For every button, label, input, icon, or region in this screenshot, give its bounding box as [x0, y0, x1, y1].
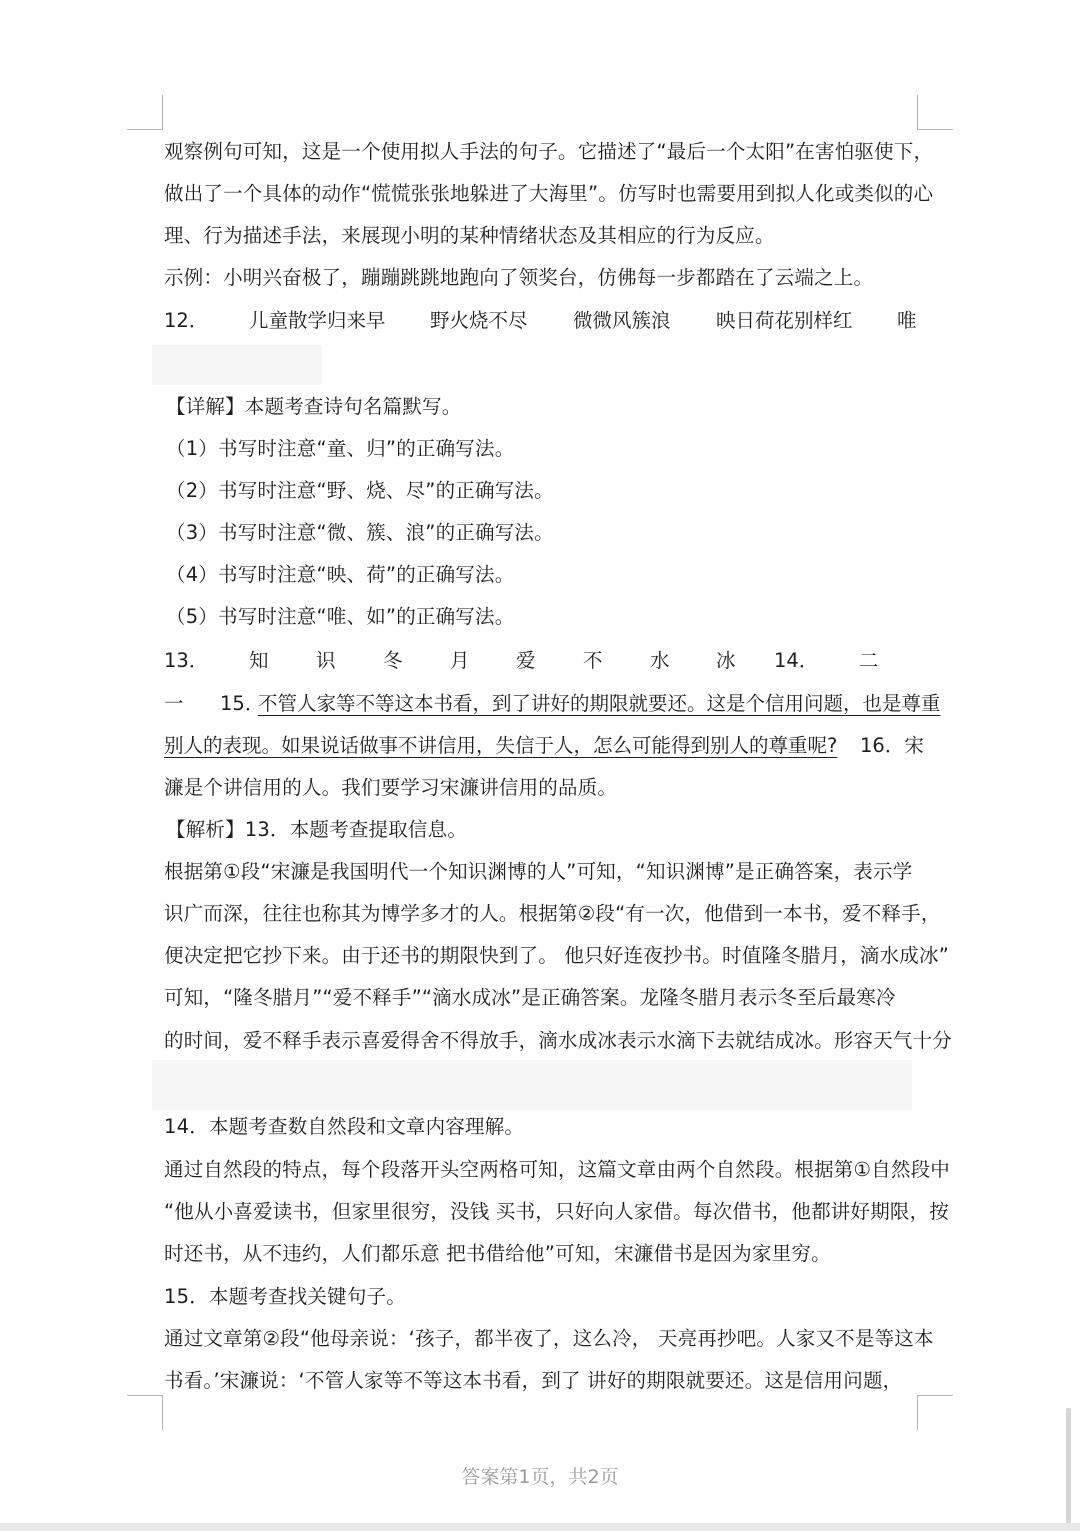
bottom-edge	[0, 1523, 1080, 1531]
text-line: 濂是个讲信用的人。我们要学习宋濂讲信用的品质。	[164, 776, 618, 799]
text-line: 做出了一个具体的动作“慌慌张张地躲进了大海里”。仿写时也需要用到拟人化或类似的心	[164, 182, 934, 205]
question-number: 14．	[774, 649, 819, 672]
scrollbar-thumb[interactable]	[1066, 1408, 1071, 1531]
question-number: 12．	[164, 309, 209, 332]
list-item: （4）书写时注意“映、荷”的正确写法。	[166, 563, 515, 586]
corner-mark-bottom-left-v	[162, 1395, 163, 1430]
text-line: 识广而深，往往也称其为博学多才的人。根据第②段“有一次，他借到一本书，爱不释手，	[164, 902, 941, 925]
list-item: （1）书写时注意“童、归”的正确写法。	[166, 437, 515, 460]
answer-item: 儿童散学归来早	[249, 309, 386, 332]
text-line: 通过文章第②段“他母亲说：‘孩子，都半夜了，这么冷， 天亮再抄吧。人家又不是等这本	[164, 1327, 934, 1350]
corner-mark-top-left-v	[162, 95, 163, 130]
list-item: （5）书写时注意“唯、如”的正确写法。	[166, 605, 515, 628]
answer-char: 爱	[516, 649, 536, 672]
answer-char: 识	[316, 649, 336, 672]
answer-item: 微微风簇浪	[573, 309, 671, 332]
answer-char: 水	[650, 649, 670, 672]
scan-smudge	[152, 345, 322, 385]
section-heading: 【解析】13．本题考查提取信息。	[166, 818, 468, 841]
answer-char: 一	[164, 692, 184, 715]
section-heading: 【详解】本题考查诗句名篇默写。	[166, 395, 462, 418]
section-heading: 14．本题考查数自然段和文章内容理解。	[164, 1115, 525, 1138]
text-line: 通过自然段的特点，每个段落开头空两格可知，这篇文章由两个自然段。根据第①自然段中	[164, 1158, 950, 1181]
corner-mark-bottom-right-v	[917, 1395, 918, 1430]
text-line: 书看。’宋濂说：‘不管人家等不等这本书看，到了 讲好的期限就要还。这是信用问题，	[164, 1369, 903, 1392]
answer-char: 知	[249, 649, 269, 672]
answer-char: 不	[583, 649, 603, 672]
corner-mark-top-right-h	[917, 129, 953, 130]
list-item: （2）书写时注意“野、烧、尽”的正确写法。	[166, 479, 554, 502]
corner-mark-bottom-left-h	[127, 1395, 163, 1396]
corner-mark-top-right-v	[917, 95, 918, 130]
list-item: （3）书写时注意“微、簇、浪”的正确写法。	[166, 521, 554, 544]
page-footer: 答案第1页，共2页	[461, 1466, 619, 1488]
scan-smudge	[152, 1060, 912, 1110]
text-line: 示例：小明兴奋极了，蹦蹦跳跳地跑向了领奖台，仿佛每一步都踏在了云端之上。	[164, 266, 874, 289]
answer-item: 野火烧不尽	[430, 309, 528, 332]
text-line: 可知，“隆冬腊月”“爱不释手”“滴水成冰”是正确答案。龙隆冬腊月表示冬至后最寒冷	[164, 986, 896, 1009]
question-number: 13．	[164, 649, 209, 672]
answer-item: 映日荷花别样红	[716, 309, 853, 332]
text-line: “他从小喜爱读书，但家里很穷，没钱 买书，只好向人家借。每次借书，他都讲好期限，按	[164, 1200, 950, 1223]
corner-mark-bottom-right-h	[917, 1395, 953, 1396]
question-number: 15．	[220, 692, 265, 715]
answer-char: 冬	[383, 649, 403, 672]
answer-char: 月	[450, 649, 470, 672]
underlined-answer: 不管人家等不等这本书看，到了讲好的期限就要还。这是个信用问题，也是尊重	[258, 692, 941, 715]
corner-mark-top-left-h	[127, 129, 163, 130]
text-line: 的时间，爱不释手表示喜爱得舍不得放手，滴水成冰表示水滴下去就结成冰。形容天气十分	[164, 1029, 953, 1052]
text-line: 时还书，从不违约，人们都乐意 把书借给他”可知，宋濂借书是因为家里穷。	[164, 1242, 831, 1265]
text-line: 理、行为描述手法，来展现小明的某种情绪状态及其相应的行为反应。	[164, 224, 775, 247]
answer-item: 唯	[897, 309, 917, 332]
section-heading: 15．本题考查找关键句子。	[164, 1285, 406, 1308]
text-line: 便决定把它抄下来。由于还书的期限快到了。 他只好连夜抄书。时值隆冬腊月，滴水成冰”	[164, 944, 950, 967]
answer-char: 二	[859, 649, 879, 672]
text-line: 根据第①段“宋濂是我国明代一个知识渊博的人”可知，“知识渊博”是正确答案，表示学	[164, 860, 913, 883]
underlined-answer: 别人的表现。如果说话做事不讲信用，失信于人，怎么可能得到别人的尊重呢?	[164, 734, 838, 757]
answer-char: 冰	[716, 649, 736, 672]
question-number: 16．宋	[860, 734, 924, 757]
text-line: 观察例句可知，这是一个使用拟人手法的句子。它描述了“最后一个太阳”在害怕驱使下，	[164, 140, 934, 163]
